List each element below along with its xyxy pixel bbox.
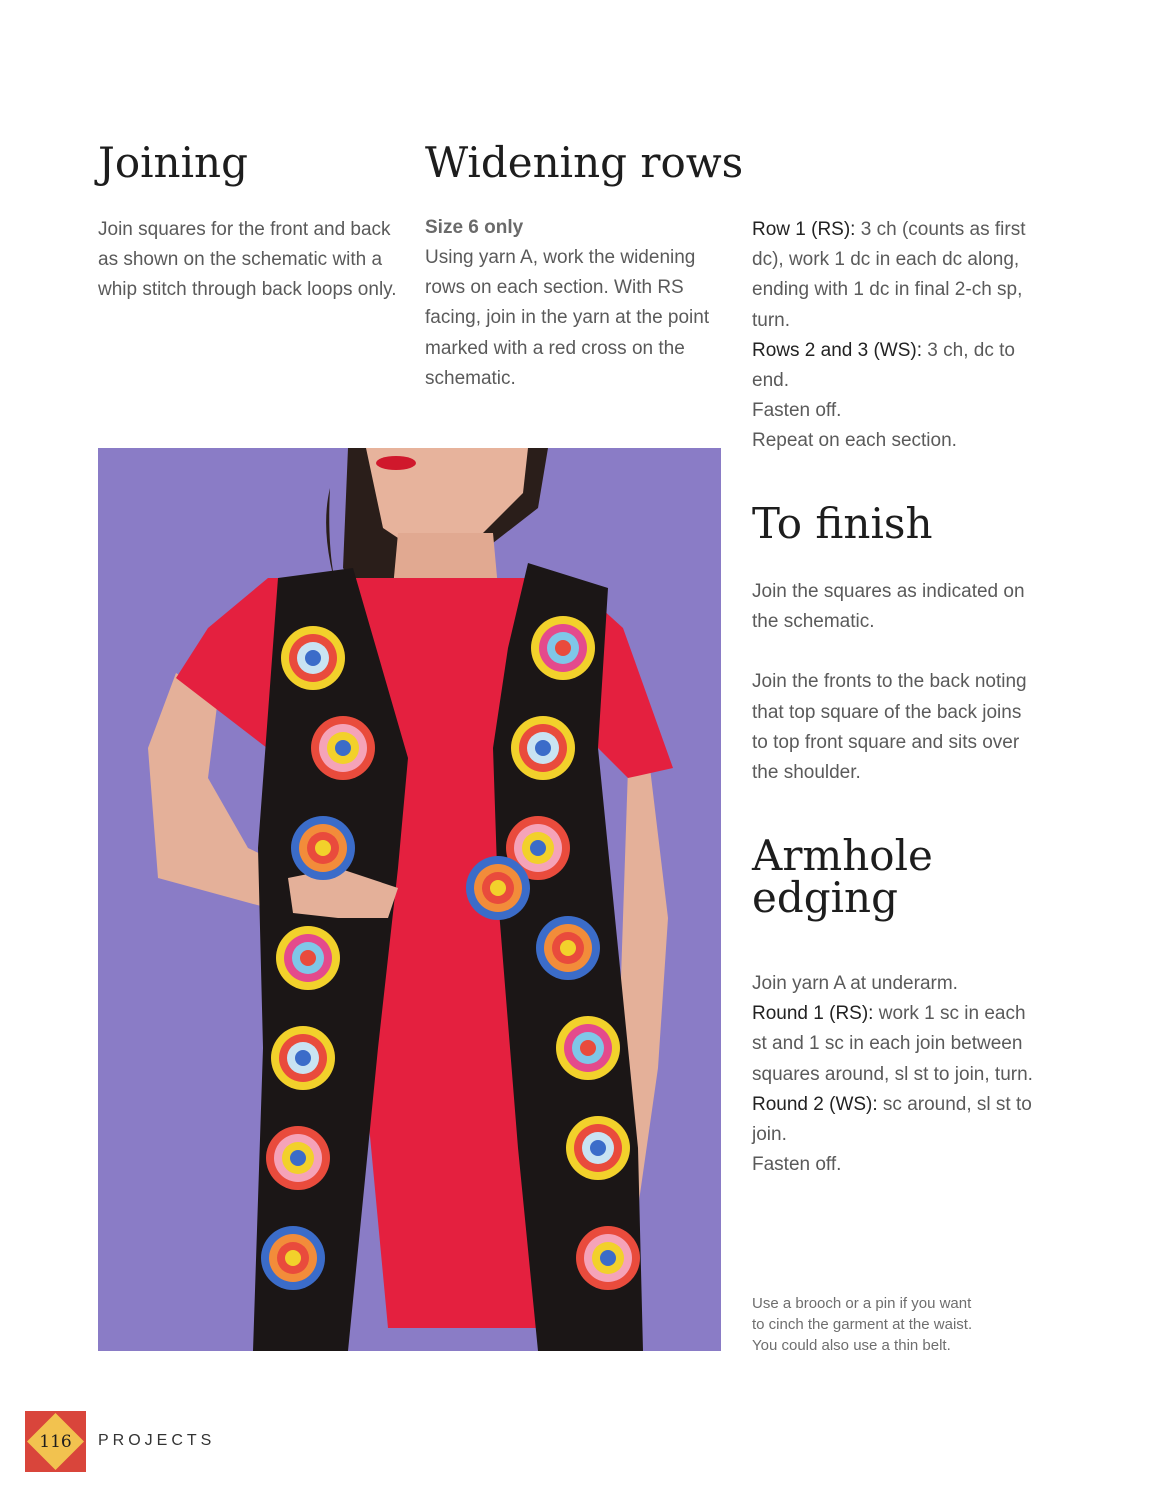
armhole-edging-heading: Armhole edging xyxy=(752,831,933,922)
row-label: Rows 2 and 3 (WS): xyxy=(752,339,922,361)
lips xyxy=(376,456,416,470)
caption-line: Use a brooch or a pin if you want xyxy=(752,1295,972,1312)
page-number: 116 xyxy=(39,1431,72,1452)
armhole-text xyxy=(752,969,1037,1180)
granny-square-ring xyxy=(295,1050,311,1066)
row-text: 3 ch, dc to end. xyxy=(752,339,1015,392)
row-label: Row 1 (RS): xyxy=(752,219,856,240)
granny-square-ring xyxy=(590,1140,606,1156)
size-6-subheading: Size 6 only xyxy=(425,217,524,238)
photo-caption xyxy=(752,1293,972,1356)
finish-paragraph-1: Join the squares as indicated on the schematic. xyxy=(752,581,1025,633)
round-label: Round 2 (WS): xyxy=(752,1093,878,1115)
round-instruction xyxy=(752,1090,1037,1150)
granny-square-ring xyxy=(300,950,316,966)
granny-square-ring xyxy=(335,740,351,756)
round-label: Round 1 (RS): xyxy=(752,1003,874,1025)
row-instruction xyxy=(752,215,1037,336)
section-label: PROJECTS xyxy=(98,1432,216,1449)
granny-square-ring xyxy=(305,650,321,666)
joining-heading: Joining xyxy=(98,138,248,187)
joining-text xyxy=(98,215,403,306)
model-photo xyxy=(98,448,721,1351)
widening-rows-instructions xyxy=(752,215,1037,457)
widening-rows-heading: Widening rows xyxy=(425,138,744,187)
granny-square-ring xyxy=(535,740,551,756)
round-text: work 1 sc in each st and 1 sc in each join between squares around, sl st to join, turn. xyxy=(752,1003,1033,1085)
granny-square-ring xyxy=(530,840,546,856)
row-text: 3 ch (counts as first dc), work 1 dc in each dc along, ending with 1 dc in final 2-ch sp, turn. xyxy=(752,219,1026,331)
granny-square-ring xyxy=(285,1250,301,1266)
finish-paragraph-2: Join the fronts to the back noting that top square of the back joins to top front square and sits over the shoulder. xyxy=(752,671,1027,784)
caption-line: to cinch the garment at the waist. xyxy=(752,1316,973,1333)
granny-square-ring xyxy=(315,840,331,856)
to-finish-heading: To finish xyxy=(752,499,933,548)
round-text: sc around, sl st to join. xyxy=(752,1093,1032,1146)
granny-square-ring xyxy=(555,640,571,656)
joining-paragraph: Join squares for the front and back as shown on the schematic with a whip stitch through back loops only. xyxy=(98,219,397,301)
finish-text xyxy=(752,577,1037,788)
armhole-intro: Join yarn A at underarm. xyxy=(752,973,958,994)
granny-square-ring xyxy=(560,940,576,956)
granny-square-ring xyxy=(490,880,506,896)
granny-square-ring xyxy=(580,1040,596,1056)
row-instruction xyxy=(752,336,1037,396)
granny-square-ring xyxy=(290,1150,306,1166)
row-instruction: Repeat on each section. xyxy=(752,430,957,452)
round-instruction: Fasten off. xyxy=(752,1154,842,1176)
row-instruction: Fasten off. xyxy=(752,400,842,422)
widening-text xyxy=(425,213,715,394)
granny-square-ring xyxy=(600,1250,616,1266)
round-instruction xyxy=(752,999,1037,1090)
caption-line: You could also use a thin belt. xyxy=(752,1337,951,1354)
widening-paragraph: Using yarn A, work the widening rows on each section. With RS facing, join in the yarn at the point marked with a red cross on the schematic. xyxy=(425,247,710,389)
